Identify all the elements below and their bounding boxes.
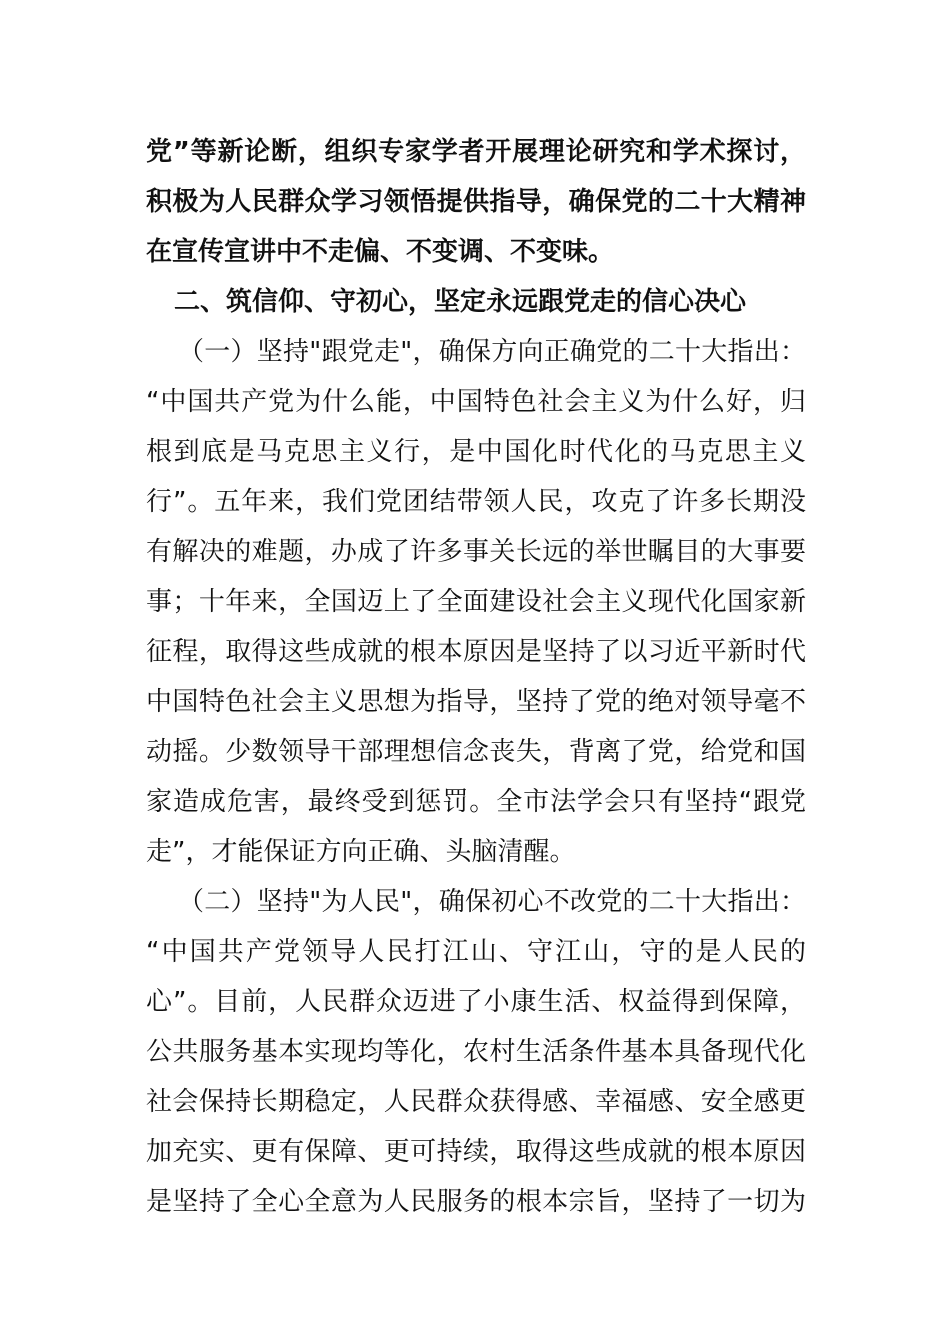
body-text-line: 事；十年来，全国迈上了全面建设社会主义现代化国家新 (146, 587, 806, 617)
body-text-line: 有解决的难题，办成了许多事关长远的举世瞩目的大事要 (146, 537, 806, 567)
body-text-line: 行”。五年来，我们党团结带领人民，攻克了许多长期没 (146, 487, 806, 517)
body-text-line: 在宣传宣讲中不走偏、不变调、不变味。 (146, 237, 615, 267)
body-text-line: 走”，才能保证方向正确、头脑清醒。 (146, 837, 576, 867)
body-text-line: “中国共产党领导人民打江山、守江山，守的是人民的 (146, 937, 806, 967)
body-text-line: 社会保持长期稳定，人民群众获得感、幸福感、安全感更 (146, 1087, 806, 1117)
body-text-line: 动摇。少数领导干部理想信念丧失，背离了党，给党和国 (146, 737, 806, 767)
body-text-line: 积极为人民群众学习领悟提供指导，确保党的二十大精神 (146, 187, 806, 217)
body-text-line: 家造成危害，最终受到惩罚。全市法学会只有坚持“跟党 (146, 787, 806, 817)
subsection-heading: （二）坚持"为人民"，确保初心不改党的二十大指出： (178, 887, 806, 917)
body-text-line: 加充实、更有保障、更可持续，取得这些成就的根本原因 (146, 1137, 806, 1167)
body-text-line: 中国特色社会主义思想为指导，坚持了党的绝对领导毫不 (146, 687, 806, 717)
body-text-line: 公共服务基本实现均等化，农村生活条件基本具备现代化 (146, 1037, 806, 1067)
body-text-line: 根到底是马克思主义行，是中国化时代化的马克思主义 (146, 437, 806, 467)
subsection-heading: （一）坚持"跟党走"，确保方向正确党的二十大指出： (178, 337, 806, 367)
body-text-line: 是坚持了全心全意为人民服务的根本宗旨，坚持了一切为 (146, 1187, 806, 1217)
body-text-line: “中国共产党为什么能，中国特色社会主义为什么好，归 (146, 387, 806, 417)
section-heading: 二、筑信仰、守初心，坚定永远跟党走的信心决心 (174, 287, 747, 317)
body-text-line: 党”等新论断，组织专家学者开展理论研究和学术探讨， (146, 137, 806, 167)
body-text-line: 心”。目前，人民群众迈进了小康生活、权益得到保障， (146, 987, 806, 1017)
body-text-line: 征程，取得这些成就的根本原因是坚持了以习近平新时代 (146, 637, 806, 667)
